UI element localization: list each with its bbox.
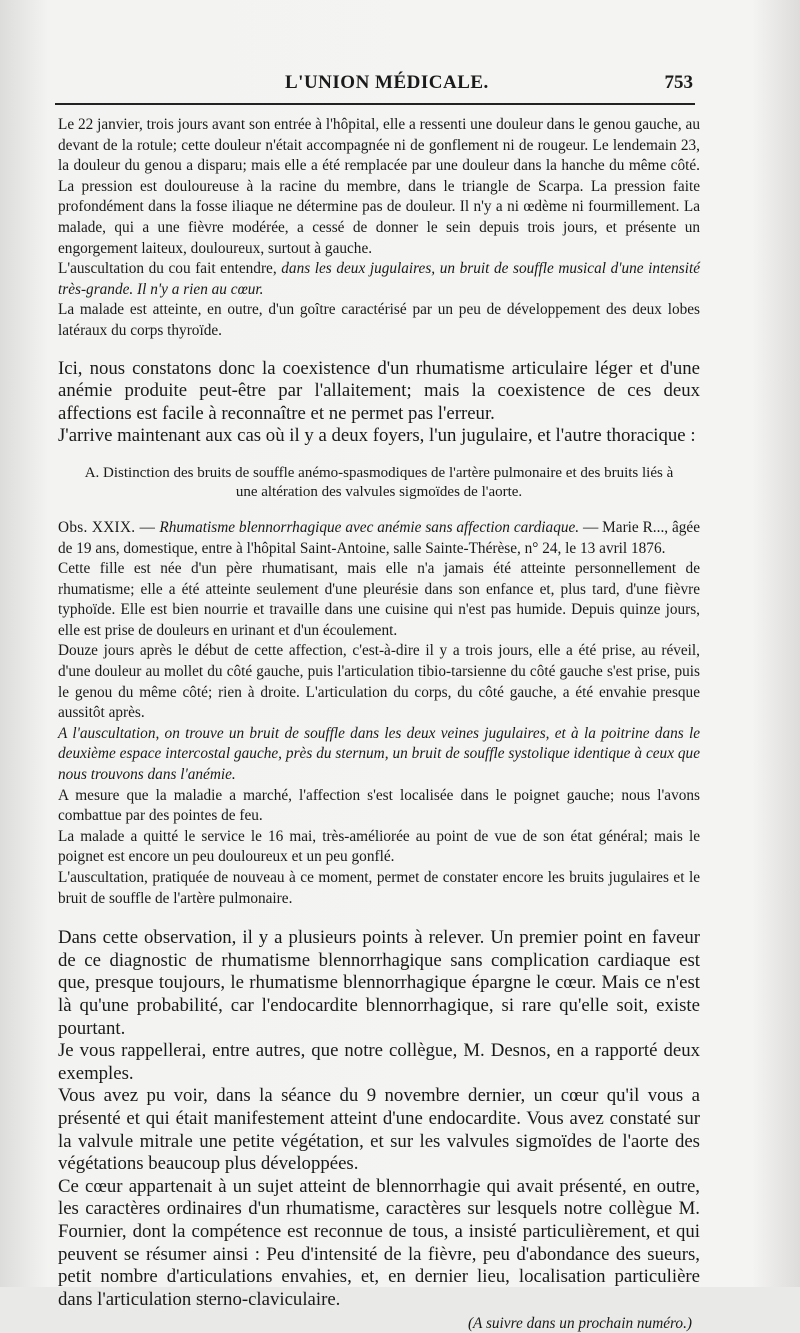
observation [58, 518, 700, 909]
text-run: L'auscultation du cou fait entendre, [58, 260, 282, 278]
paragraph: La malade est atteinte, en outre, d'un goître caractérisé par un peu de développement des deux lobes latéraux du corps thyroïde. [58, 301, 700, 339]
paragraph: J'arrive maintenant aux cas où il y a deux foyers, l'un jugulaire, et l'autre thoracique : [58, 425, 696, 447]
paragraph: A mesure que la maladie a marché, l'affection s'est localisée dans le poignet gauche; nous l'avons combattue par des pointes de feu. [58, 786, 700, 825]
body-text [58, 115, 700, 1333]
observation-title: Rhumatisme blennorrhagique avec anémie sans affection cardiaque. [159, 518, 580, 536]
paragraph: Ce cœur appartenait à un sujet atteint de blennorrhagie qui avait présenté, en outre, les caractères ordinaires d'un rhumatisme, caractères sur lesquels notre collègue M. Fournier, dont la compétence est reconnue de tous, a insisté particulièrement, et qui peuvent se résumer ainsi : Peu d'intensité de la fièvre, peu d'abondance des sueurs, petit nombre d'articulations envahies, et, en dernier lieu, localisation particulière dans l'articulation sterno-claviculaire. [58, 1175, 700, 1310]
paragraph: La malade a quitté le service le 16 mai, très-améliorée au point de vue de son état général; mais le poignet est encore un peu douloureux et un peu gonflé. [58, 827, 700, 866]
lecture-text [58, 358, 700, 448]
case-continuation [58, 115, 700, 342]
page-number: 753 [664, 72, 693, 93]
observation-heading [58, 518, 700, 559]
paragraph: L'auscultation, pratiquée de nouveau à ce moment, permet de constater encore les bruits jugulaires et le bruit de souffle de l'artère pulmonaire. [58, 869, 700, 907]
paragraph: Je vous rappellerai, entre autres, que notre collègue, M. Desnos, en a rapporté deux exemples. [58, 1040, 700, 1084]
running-head: L'UNION MÉDICALE. [285, 72, 489, 93]
observation-label: Obs. XXIX. — [58, 518, 160, 536]
paragraph: Douze jours après le début de cette affection, c'est-à-dire il y a trois jours, elle a été prise, au réveil, d'une douleur au mollet du côté gauche, puis l'articulation tibio-tarsienne du côté gauche s'est prise, puis le genou du même côté; rien à droite. L'articulation du corps, du côté gauche, a été envahie presque aussitôt après. [58, 642, 700, 722]
to-be-continued-note: (A suivre dans un prochain numéro.) [467, 1315, 692, 1333]
lecture-text [58, 927, 700, 1311]
paragraph: Ici, nous constatons donc la coexistence d'un rhumatisme articulaire léger et d'une anémie produite peut-être par l'allaitement; mais la coexistence de ces deux affections est facile à reconnaître et ne permet pas l'erreur. [58, 357, 700, 424]
paragraph: Vous avez pu voir, dans la séance du 9 novembre dernier, un cœur qu'il vous a présenté et qui était manifestement atteint d'une endocardite. Vous avez constaté sur la valvule mitrale une petite végétation, et sur les valvules sigmoïdes de l'aorte des végétations beaucoup plus développées. [58, 1085, 700, 1175]
header-rule [55, 103, 695, 105]
italic-run: A l'auscultation, on trouve un bruit de souffle dans les deux veines jugulaires, et à la poitrine dans le deuxième espace intercostal gauche, près du sternum, un bruit de souffle systolique identique à ceux que nous trouvons dans l'anémie. [58, 724, 700, 784]
paragraph [58, 724, 700, 786]
section-subheading: A. Distinction des bruits de souffle anémo-spasmodiques de l'artère pulmonaire et des bruits liés à une altération des valvules sigmoïdes de l'aorte. [84, 464, 674, 500]
paragraph: Dans cette observation, il y a plusieurs points à relever. Un premier point en faveur de ce diagnostic de rhumatisme blennorrhagique sans complication cardiaque est que, presque toujours, le rhumatisme blennorrhagique épargne le cœur. Mais ce n'est là qu'une probabilité, car l'endocardite blennorrhagique, si rare qu'elle soit, existe pourtant. [58, 927, 700, 1039]
paragraph [58, 259, 700, 300]
page-header [55, 70, 705, 98]
paragraph: Cette fille est née d'un père rhumatisant, mais elle n'a jamais été atteinte personnellement de rhumatisme; elle a été atteinte seulement d'une pleurésie dans son enfance et, plus tard, d'une fièvre typhoïde. Elle est bien nourrie et travaille dans une cuisine qui n'est pas humide. Depuis quinze jours, elle est prise de douleurs en urinant et d'un écoulement. [58, 560, 700, 639]
paragraph: Le 22 janvier, trois jours avant son entrée à l'hôpital, elle a ressenti une douleur dans le genou gauche, au devant de la rotule; cette douleur n'était accompagnée ni de gonflement ni de rougeur. Le lendemain 23, la douleur du genou a disparu; mais elle a été remplacée par une douleur dans la hanche du même côté. La pression est douloureuse à la racine du membre, dans le triangle de Scarpa. La pression faite profondément dans la fosse iliaque ne détermine pas de douleur. Il n'y a ni œdème ni fourmillement. La malade, qui a une fièvre modérée, a cessé de donner le sein depuis trois jours, et présente un engorgement laiteux, douloureux, surtout à gauche. [58, 116, 700, 257]
text-run: — Marie R..., âgée de 19 ans, domestique, entre à l'hôpital Saint-Antoine, salle Sainte-Thérèse, n° 24, le 13 avril 1876. [58, 518, 701, 557]
italic-run: dans les deux jugulaires, un bruit de souffle musical d'une intensité très-grande. Il n'y a rien au cœur. [58, 260, 701, 298]
